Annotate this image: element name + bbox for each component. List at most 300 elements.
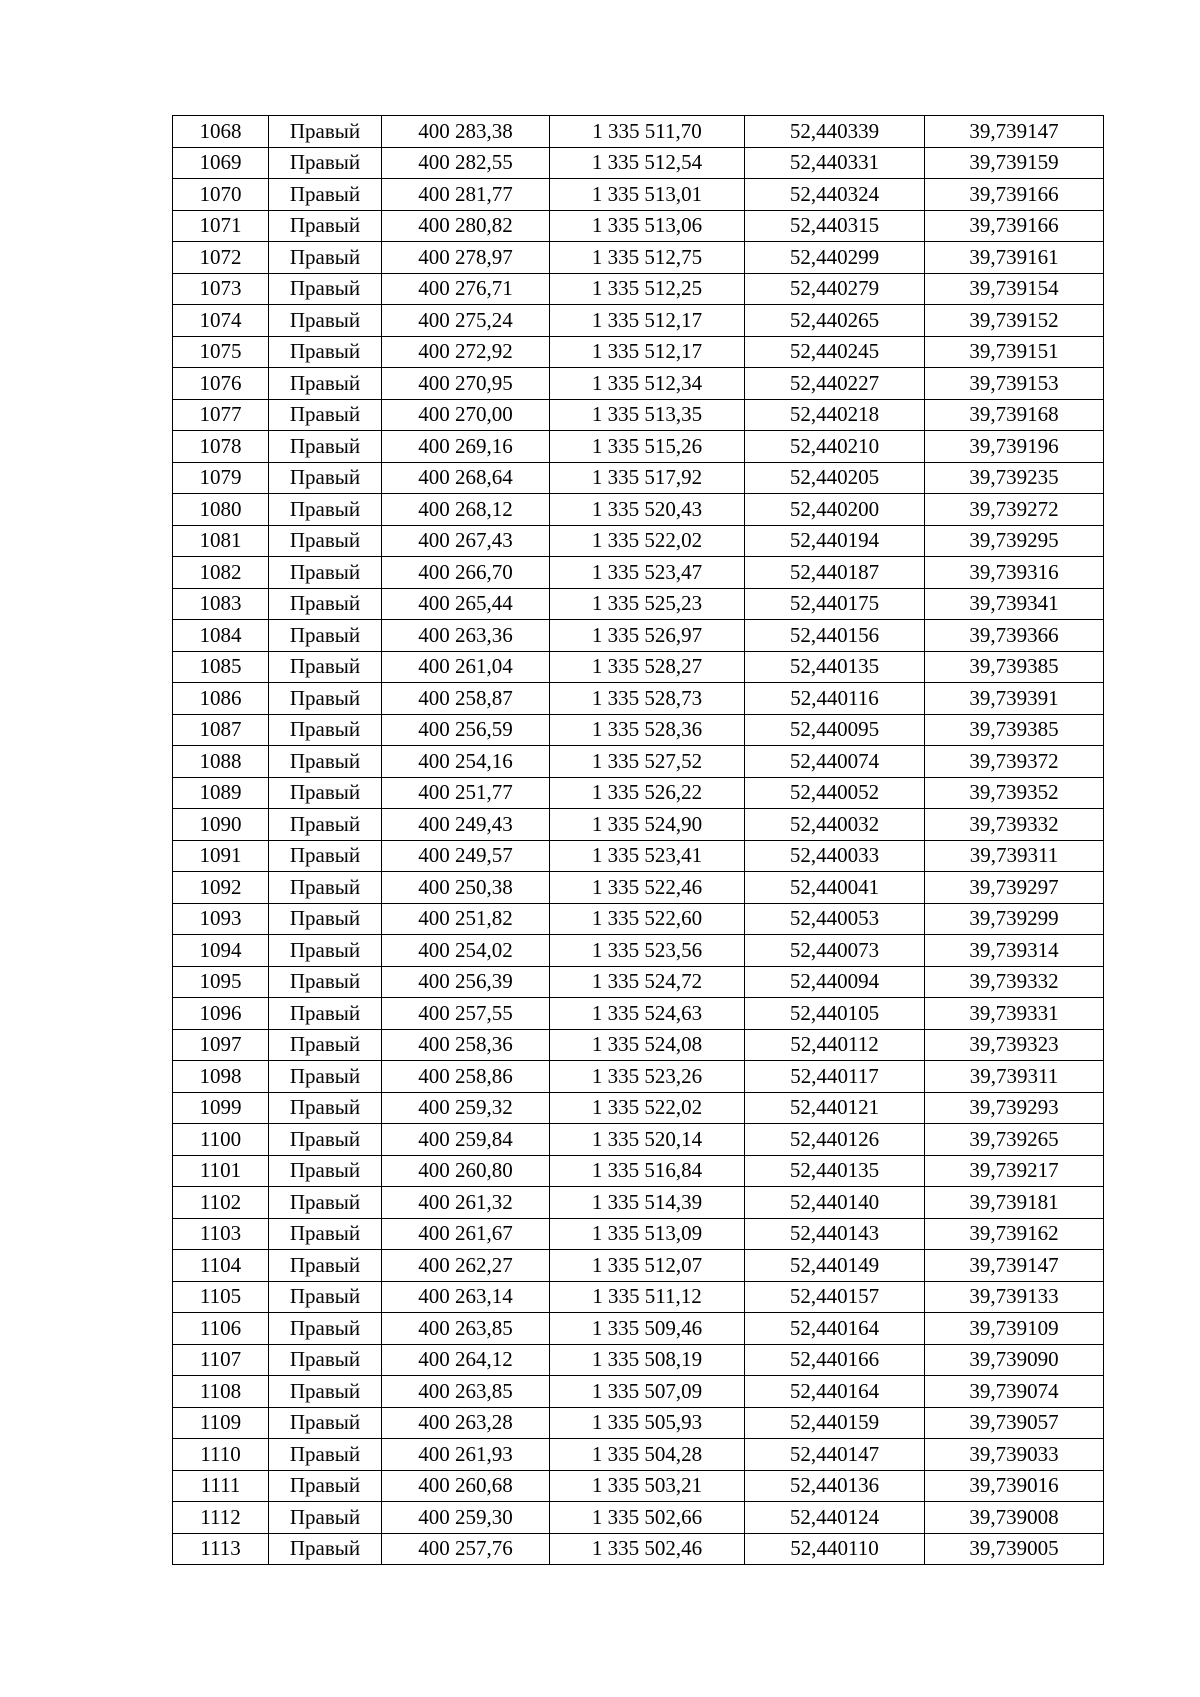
x-coordinate-cell: 400 260,80: [382, 1155, 550, 1187]
latitude-cell: 52,440315: [745, 210, 925, 242]
point-number-cell: 1074: [173, 305, 269, 337]
side-cell: Правый: [269, 588, 382, 620]
table-row: [173, 1218, 1104, 1250]
x-coordinate-cell: 400 251,82: [382, 903, 550, 935]
latitude-cell: 52,440331: [745, 147, 925, 179]
y-coordinate-cell: 1 335 524,90: [550, 809, 745, 841]
point-number-cell: 1097: [173, 1029, 269, 1061]
y-coordinate-cell: 1 335 511,70: [550, 116, 745, 148]
x-coordinate-cell: 400 269,16: [382, 431, 550, 463]
table-row: [173, 210, 1104, 242]
x-coordinate-cell: 400 283,38: [382, 116, 550, 148]
longitude-cell: 39,739391: [925, 683, 1104, 715]
latitude-cell: 52,440175: [745, 588, 925, 620]
point-number-cell: 1113: [173, 1533, 269, 1565]
y-coordinate-cell: 1 335 512,17: [550, 305, 745, 337]
point-number-cell: 1111: [173, 1470, 269, 1502]
latitude-cell: 52,440095: [745, 714, 925, 746]
x-coordinate-cell: 400 249,43: [382, 809, 550, 841]
y-coordinate-cell: 1 335 522,02: [550, 1092, 745, 1124]
table-row: [173, 1061, 1104, 1093]
y-coordinate-cell: 1 335 523,56: [550, 935, 745, 967]
longitude-cell: 39,739161: [925, 242, 1104, 274]
table-row: [173, 525, 1104, 557]
latitude-cell: 52,440121: [745, 1092, 925, 1124]
point-number-cell: 1075: [173, 336, 269, 368]
x-coordinate-cell: 400 261,32: [382, 1187, 550, 1219]
side-cell: Правый: [269, 1187, 382, 1219]
latitude-cell: 52,440135: [745, 651, 925, 683]
latitude-cell: 52,440156: [745, 620, 925, 652]
point-number-cell: 1109: [173, 1407, 269, 1439]
table-row: [173, 1250, 1104, 1282]
y-coordinate-cell: 1 335 526,97: [550, 620, 745, 652]
longitude-cell: 39,739341: [925, 588, 1104, 620]
latitude-cell: 52,440116: [745, 683, 925, 715]
point-number-cell: 1096: [173, 998, 269, 1030]
latitude-cell: 52,440094: [745, 966, 925, 998]
table-row: [173, 809, 1104, 841]
y-coordinate-cell: 1 335 524,08: [550, 1029, 745, 1061]
longitude-cell: 39,739166: [925, 210, 1104, 242]
point-number-cell: 1069: [173, 147, 269, 179]
x-coordinate-cell: 400 259,30: [382, 1502, 550, 1534]
table-row: [173, 651, 1104, 683]
side-cell: Правый: [269, 651, 382, 683]
y-coordinate-cell: 1 335 520,14: [550, 1124, 745, 1156]
latitude-cell: 52,440187: [745, 557, 925, 589]
latitude-cell: 52,440245: [745, 336, 925, 368]
latitude-cell: 52,440339: [745, 116, 925, 148]
x-coordinate-cell: 400 256,59: [382, 714, 550, 746]
point-number-cell: 1091: [173, 840, 269, 872]
longitude-cell: 39,739332: [925, 966, 1104, 998]
longitude-cell: 39,739385: [925, 714, 1104, 746]
longitude-cell: 39,739316: [925, 557, 1104, 589]
latitude-cell: 52,440164: [745, 1313, 925, 1345]
table-row: [173, 179, 1104, 211]
table-row: [173, 1344, 1104, 1376]
latitude-cell: 52,440324: [745, 179, 925, 211]
table-row: [173, 588, 1104, 620]
y-coordinate-cell: 1 335 522,46: [550, 872, 745, 904]
x-coordinate-cell: 400 258,36: [382, 1029, 550, 1061]
table-row: [173, 1281, 1104, 1313]
table-row: [173, 1155, 1104, 1187]
side-cell: Правый: [269, 1218, 382, 1250]
x-coordinate-cell: 400 268,12: [382, 494, 550, 526]
point-number-cell: 1104: [173, 1250, 269, 1282]
latitude-cell: 52,440053: [745, 903, 925, 935]
longitude-cell: 39,739159: [925, 147, 1104, 179]
point-number-cell: 1105: [173, 1281, 269, 1313]
x-coordinate-cell: 400 278,97: [382, 242, 550, 274]
longitude-cell: 39,739311: [925, 840, 1104, 872]
side-cell: Правый: [269, 1344, 382, 1376]
y-coordinate-cell: 1 335 528,27: [550, 651, 745, 683]
point-number-cell: 1070: [173, 179, 269, 211]
longitude-cell: 39,739265: [925, 1124, 1104, 1156]
latitude-cell: 52,440135: [745, 1155, 925, 1187]
x-coordinate-cell: 400 261,93: [382, 1439, 550, 1471]
point-number-cell: 1082: [173, 557, 269, 589]
point-number-cell: 1083: [173, 588, 269, 620]
x-coordinate-cell: 400 254,02: [382, 935, 550, 967]
y-coordinate-cell: 1 335 512,75: [550, 242, 745, 274]
point-number-cell: 1093: [173, 903, 269, 935]
x-coordinate-cell: 400 268,64: [382, 462, 550, 494]
x-coordinate-cell: 400 264,12: [382, 1344, 550, 1376]
latitude-cell: 52,440032: [745, 809, 925, 841]
longitude-cell: 39,739153: [925, 368, 1104, 400]
y-coordinate-cell: 1 335 503,21: [550, 1470, 745, 1502]
y-coordinate-cell: 1 335 502,46: [550, 1533, 745, 1565]
x-coordinate-cell: 400 282,55: [382, 147, 550, 179]
side-cell: Правый: [269, 998, 382, 1030]
x-coordinate-cell: 400 259,84: [382, 1124, 550, 1156]
x-coordinate-cell: 400 262,27: [382, 1250, 550, 1282]
point-number-cell: 1095: [173, 966, 269, 998]
latitude-cell: 52,440124: [745, 1502, 925, 1534]
x-coordinate-cell: 400 260,68: [382, 1470, 550, 1502]
side-cell: Правый: [269, 1376, 382, 1408]
table-row: [173, 1124, 1104, 1156]
y-coordinate-cell: 1 335 509,46: [550, 1313, 745, 1345]
side-cell: Правый: [269, 620, 382, 652]
x-coordinate-cell: 400 267,43: [382, 525, 550, 557]
table-row: [173, 746, 1104, 778]
latitude-cell: 52,440073: [745, 935, 925, 967]
point-number-cell: 1110: [173, 1439, 269, 1471]
point-number-cell: 1102: [173, 1187, 269, 1219]
x-coordinate-cell: 400 258,86: [382, 1061, 550, 1093]
side-cell: Правый: [269, 431, 382, 463]
y-coordinate-cell: 1 335 513,35: [550, 399, 745, 431]
latitude-cell: 52,440140: [745, 1187, 925, 1219]
x-coordinate-cell: 400 259,32: [382, 1092, 550, 1124]
point-number-cell: 1089: [173, 777, 269, 809]
longitude-cell: 39,739385: [925, 651, 1104, 683]
latitude-cell: 52,440200: [745, 494, 925, 526]
table-row: [173, 557, 1104, 589]
side-cell: Правый: [269, 1502, 382, 1534]
latitude-cell: 52,440159: [745, 1407, 925, 1439]
longitude-cell: 39,739293: [925, 1092, 1104, 1124]
y-coordinate-cell: 1 335 507,09: [550, 1376, 745, 1408]
point-number-cell: 1100: [173, 1124, 269, 1156]
latitude-cell: 52,440033: [745, 840, 925, 872]
latitude-cell: 52,440227: [745, 368, 925, 400]
longitude-cell: 39,739008: [925, 1502, 1104, 1534]
table-row: [173, 368, 1104, 400]
y-coordinate-cell: 1 335 524,63: [550, 998, 745, 1030]
side-cell: Правый: [269, 1124, 382, 1156]
x-coordinate-cell: 400 256,39: [382, 966, 550, 998]
x-coordinate-cell: 400 263,36: [382, 620, 550, 652]
point-number-cell: 1071: [173, 210, 269, 242]
table-row: [173, 1407, 1104, 1439]
latitude-cell: 52,440105: [745, 998, 925, 1030]
side-cell: Правый: [269, 714, 382, 746]
side-cell: Правый: [269, 210, 382, 242]
side-cell: Правый: [269, 242, 382, 274]
latitude-cell: 52,440166: [745, 1344, 925, 1376]
longitude-cell: 39,739133: [925, 1281, 1104, 1313]
x-coordinate-cell: 400 266,70: [382, 557, 550, 589]
longitude-cell: 39,739057: [925, 1407, 1104, 1439]
side-cell: Правый: [269, 1533, 382, 1565]
longitude-cell: 39,739272: [925, 494, 1104, 526]
side-cell: Правый: [269, 872, 382, 904]
y-coordinate-cell: 1 335 524,72: [550, 966, 745, 998]
longitude-cell: 39,739154: [925, 273, 1104, 305]
latitude-cell: 52,440074: [745, 746, 925, 778]
y-coordinate-cell: 1 335 504,28: [550, 1439, 745, 1471]
longitude-cell: 39,739299: [925, 903, 1104, 935]
point-number-cell: 1078: [173, 431, 269, 463]
longitude-cell: 39,739109: [925, 1313, 1104, 1345]
longitude-cell: 39,739314: [925, 935, 1104, 967]
side-cell: Правый: [269, 557, 382, 589]
x-coordinate-cell: 400 261,67: [382, 1218, 550, 1250]
longitude-cell: 39,739166: [925, 179, 1104, 211]
x-coordinate-cell: 400 249,57: [382, 840, 550, 872]
longitude-cell: 39,739181: [925, 1187, 1104, 1219]
longitude-cell: 39,739168: [925, 399, 1104, 431]
longitude-cell: 39,739332: [925, 809, 1104, 841]
y-coordinate-cell: 1 335 523,41: [550, 840, 745, 872]
y-coordinate-cell: 1 335 522,02: [550, 525, 745, 557]
y-coordinate-cell: 1 335 513,06: [550, 210, 745, 242]
side-cell: Правый: [269, 1313, 382, 1345]
side-cell: Правый: [269, 903, 382, 935]
table-row: [173, 1502, 1104, 1534]
table-row: [173, 1376, 1104, 1408]
point-number-cell: 1088: [173, 746, 269, 778]
latitude-cell: 52,440143: [745, 1218, 925, 1250]
table-row: [173, 620, 1104, 652]
point-number-cell: 1103: [173, 1218, 269, 1250]
side-cell: Правый: [269, 966, 382, 998]
table-row: [173, 683, 1104, 715]
side-cell: Правый: [269, 1250, 382, 1282]
x-coordinate-cell: 400 270,00: [382, 399, 550, 431]
table-row: [173, 1187, 1104, 1219]
side-cell: Правый: [269, 1061, 382, 1093]
point-number-cell: 1092: [173, 872, 269, 904]
latitude-cell: 52,440052: [745, 777, 925, 809]
y-coordinate-cell: 1 335 517,92: [550, 462, 745, 494]
table-row: [173, 242, 1104, 274]
x-coordinate-cell: 400 263,28: [382, 1407, 550, 1439]
x-coordinate-cell: 400 250,38: [382, 872, 550, 904]
side-cell: Правый: [269, 1439, 382, 1471]
table-row: [173, 462, 1104, 494]
longitude-cell: 39,739033: [925, 1439, 1104, 1471]
side-cell: Правый: [269, 1092, 382, 1124]
y-coordinate-cell: 1 335 513,01: [550, 179, 745, 211]
y-coordinate-cell: 1 335 528,73: [550, 683, 745, 715]
point-number-cell: 1080: [173, 494, 269, 526]
point-number-cell: 1077: [173, 399, 269, 431]
table-row: [173, 1533, 1104, 1565]
side-cell: Правый: [269, 399, 382, 431]
point-number-cell: 1076: [173, 368, 269, 400]
side-cell: Правый: [269, 777, 382, 809]
y-coordinate-cell: 1 335 508,19: [550, 1344, 745, 1376]
table-row: [173, 714, 1104, 746]
x-coordinate-cell: 400 257,55: [382, 998, 550, 1030]
side-cell: Правый: [269, 494, 382, 526]
latitude-cell: 52,440299: [745, 242, 925, 274]
latitude-cell: 52,440041: [745, 872, 925, 904]
y-coordinate-cell: 1 335 514,39: [550, 1187, 745, 1219]
latitude-cell: 52,440126: [745, 1124, 925, 1156]
side-cell: Правый: [269, 525, 382, 557]
point-number-cell: 1084: [173, 620, 269, 652]
side-cell: Правый: [269, 462, 382, 494]
table-row: [173, 935, 1104, 967]
table-row: [173, 431, 1104, 463]
table-row: [173, 116, 1104, 148]
y-coordinate-cell: 1 335 523,26: [550, 1061, 745, 1093]
point-number-cell: 1094: [173, 935, 269, 967]
x-coordinate-cell: 400 276,71: [382, 273, 550, 305]
x-coordinate-cell: 400 281,77: [382, 179, 550, 211]
side-cell: Правый: [269, 1407, 382, 1439]
point-number-cell: 1086: [173, 683, 269, 715]
x-coordinate-cell: 400 272,92: [382, 336, 550, 368]
longitude-cell: 39,739352: [925, 777, 1104, 809]
y-coordinate-cell: 1 335 528,36: [550, 714, 745, 746]
table-row: [173, 273, 1104, 305]
point-number-cell: 1106: [173, 1313, 269, 1345]
latitude-cell: 52,440265: [745, 305, 925, 337]
side-cell: Правый: [269, 809, 382, 841]
x-coordinate-cell: 400 258,87: [382, 683, 550, 715]
y-coordinate-cell: 1 335 515,26: [550, 431, 745, 463]
y-coordinate-cell: 1 335 502,66: [550, 1502, 745, 1534]
table-row: [173, 777, 1104, 809]
longitude-cell: 39,739217: [925, 1155, 1104, 1187]
longitude-cell: 39,739372: [925, 746, 1104, 778]
latitude-cell: 52,440112: [745, 1029, 925, 1061]
coordinates-table: [172, 115, 1104, 1565]
x-coordinate-cell: 400 254,16: [382, 746, 550, 778]
latitude-cell: 52,440149: [745, 1250, 925, 1282]
y-coordinate-cell: 1 335 526,22: [550, 777, 745, 809]
x-coordinate-cell: 400 280,82: [382, 210, 550, 242]
side-cell: Правый: [269, 840, 382, 872]
table-row: [173, 399, 1104, 431]
table-row: [173, 1092, 1104, 1124]
side-cell: Правый: [269, 683, 382, 715]
y-coordinate-cell: 1 335 520,43: [550, 494, 745, 526]
side-cell: Правый: [269, 116, 382, 148]
point-number-cell: 1073: [173, 273, 269, 305]
side-cell: Правый: [269, 1281, 382, 1313]
table-row: [173, 1470, 1104, 1502]
longitude-cell: 39,739074: [925, 1376, 1104, 1408]
latitude-cell: 52,440110: [745, 1533, 925, 1565]
longitude-cell: 39,739147: [925, 1250, 1104, 1282]
y-coordinate-cell: 1 335 522,60: [550, 903, 745, 935]
table-row: [173, 998, 1104, 1030]
longitude-cell: 39,739162: [925, 1218, 1104, 1250]
point-number-cell: 1090: [173, 809, 269, 841]
longitude-cell: 39,739151: [925, 336, 1104, 368]
table-row: [173, 494, 1104, 526]
latitude-cell: 52,440164: [745, 1376, 925, 1408]
table-row: [173, 1439, 1104, 1471]
x-coordinate-cell: 400 263,85: [382, 1313, 550, 1345]
side-cell: Правый: [269, 746, 382, 778]
table-row: [173, 903, 1104, 935]
longitude-cell: 39,739090: [925, 1344, 1104, 1376]
y-coordinate-cell: 1 335 516,84: [550, 1155, 745, 1187]
latitude-cell: 52,440205: [745, 462, 925, 494]
x-coordinate-cell: 400 263,14: [382, 1281, 550, 1313]
point-number-cell: 1099: [173, 1092, 269, 1124]
point-number-cell: 1072: [173, 242, 269, 274]
table-row: [173, 872, 1104, 904]
y-coordinate-cell: 1 335 512,07: [550, 1250, 745, 1282]
longitude-cell: 39,739366: [925, 620, 1104, 652]
y-coordinate-cell: 1 335 505,93: [550, 1407, 745, 1439]
table-row: [173, 1313, 1104, 1345]
table-row: [173, 305, 1104, 337]
longitude-cell: 39,739311: [925, 1061, 1104, 1093]
table-row: [173, 1029, 1104, 1061]
longitude-cell: 39,739295: [925, 525, 1104, 557]
latitude-cell: 52,440218: [745, 399, 925, 431]
longitude-cell: 39,739235: [925, 462, 1104, 494]
longitude-cell: 39,739005: [925, 1533, 1104, 1565]
side-cell: Правый: [269, 1029, 382, 1061]
table-row: [173, 966, 1104, 998]
table-row: [173, 840, 1104, 872]
side-cell: Правый: [269, 368, 382, 400]
point-number-cell: 1107: [173, 1344, 269, 1376]
x-coordinate-cell: 400 263,85: [382, 1376, 550, 1408]
latitude-cell: 52,440157: [745, 1281, 925, 1313]
y-coordinate-cell: 1 335 523,47: [550, 557, 745, 589]
point-number-cell: 1081: [173, 525, 269, 557]
y-coordinate-cell: 1 335 525,23: [550, 588, 745, 620]
table-row: [173, 336, 1104, 368]
y-coordinate-cell: 1 335 513,09: [550, 1218, 745, 1250]
side-cell: Правый: [269, 273, 382, 305]
latitude-cell: 52,440210: [745, 431, 925, 463]
point-number-cell: 1079: [173, 462, 269, 494]
x-coordinate-cell: 400 265,44: [382, 588, 550, 620]
point-number-cell: 1098: [173, 1061, 269, 1093]
point-number-cell: 1112: [173, 1502, 269, 1534]
side-cell: Правый: [269, 935, 382, 967]
y-coordinate-cell: 1 335 512,25: [550, 273, 745, 305]
side-cell: Правый: [269, 1470, 382, 1502]
longitude-cell: 39,739331: [925, 998, 1104, 1030]
x-coordinate-cell: 400 270,95: [382, 368, 550, 400]
coordinates-table-body: [173, 116, 1104, 1565]
latitude-cell: 52,440279: [745, 273, 925, 305]
side-cell: Правый: [269, 147, 382, 179]
longitude-cell: 39,739016: [925, 1470, 1104, 1502]
point-number-cell: 1068: [173, 116, 269, 148]
y-coordinate-cell: 1 335 512,34: [550, 368, 745, 400]
longitude-cell: 39,739196: [925, 431, 1104, 463]
point-number-cell: 1087: [173, 714, 269, 746]
